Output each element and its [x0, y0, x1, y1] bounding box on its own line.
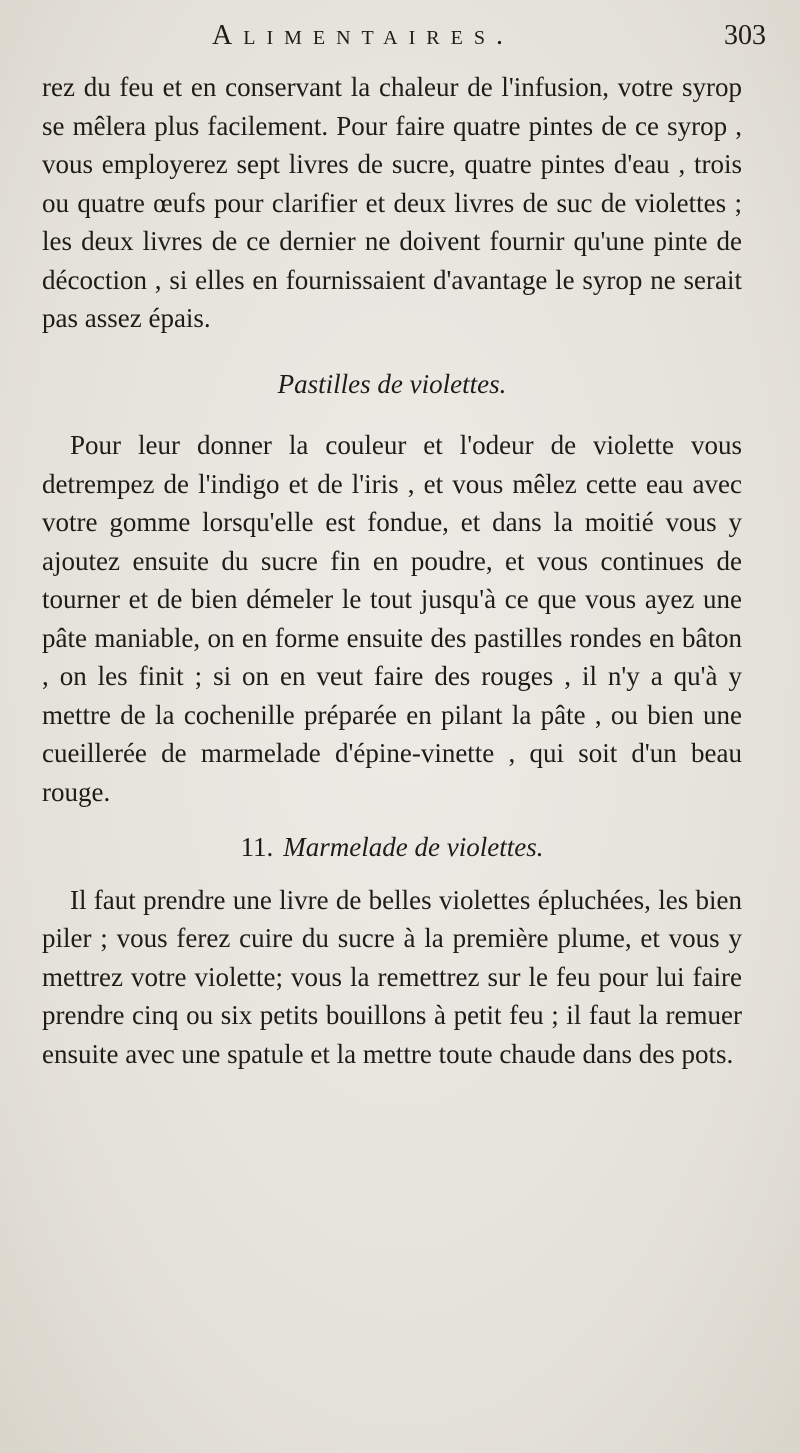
paragraph-syrop-continuation: rez du feu et en conservant la chaleur de l'infusion, votre syrop se mêlera plus facilement. Pour faire quatre pintes de ce syrop , vous employerez sept livres de sucre, quatre pintes d'eau , trois ou quatre œufs pour clarifier et deux livres de suc de violettes ; les deux livres de ce dernier ne doivent fournir qu'une pinte de décoction , si elles en fournissaient d'avantage le syrop ne serait pas assez épais. [42, 72, 742, 333]
heading-marmelade [42, 828, 742, 867]
paragraph-marmelade: Il faut prendre une livre de belles violettes épluchées, les bien piler ; vous ferez cuire du sucre à la première plume, et vous y mettrez votre violette; vous la remettrez sur le feu pour lui faire prendre cinq ou six petits bouillons à petit feu ; il faut la remuer ensuite avec une spatule et la mettre toute chaude dans des pots. [42, 884, 742, 1069]
page-header [0, 20, 800, 60]
section-title: Marmelade de violettes. [283, 832, 544, 862]
running-title: Alimentaires. [212, 20, 514, 51]
paragraph-pastilles: Pour leur donner la couleur et l'odeur de violette vous detrempez de l'indigo et de l'iris , et vous mêlez cette eau avec votre gomme lorsqu'elle est fondue, et dans la moitié vous y ajoutez ensuite du sucre fin en poudre, et vous continues de tourner et de bien démeler le tout jusqu'à ce que vous ayez une pâte maniable, on en forme ensuite des pastilles rondes en bâton , on les finit ; si on en veut faire des rouges , il n'y a qu'à y mettre de la cochenille préparée en pilant la pâte , ou bien une cueillerée de marmelade d'épine-vinette , qui soit d'un beau rouge. [42, 430, 742, 807]
page-body [42, 68, 742, 1073]
heading-pastilles: Pastilles de violettes. [277, 368, 507, 399]
page-number: 303 [724, 20, 766, 51]
section-number: 11. [240, 832, 274, 862]
